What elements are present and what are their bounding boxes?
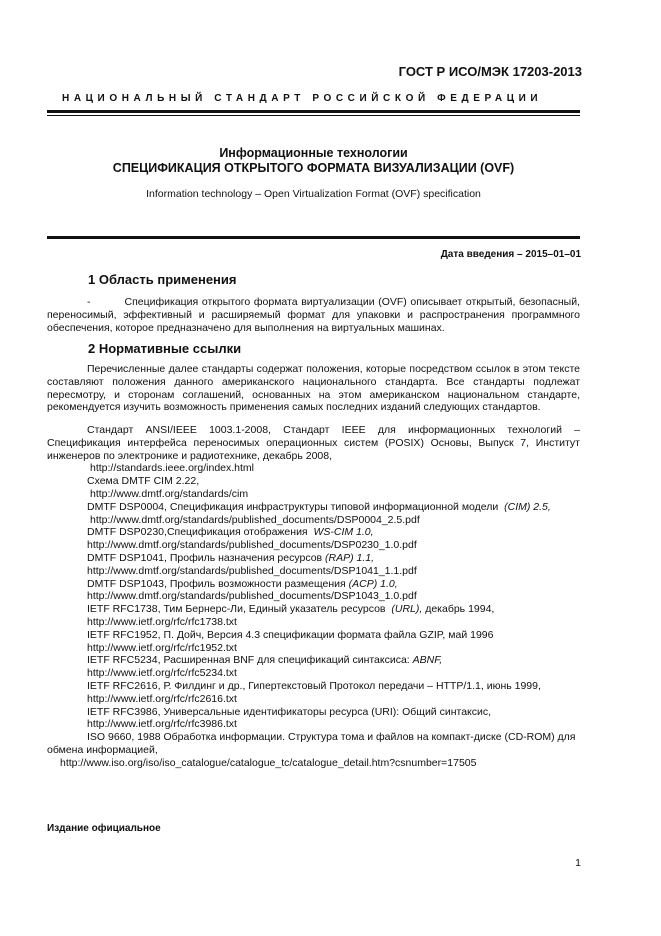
scope-paragraph: Спецификация открытого формата виртуализации (OVF) описывает открытый, безопасный, переносимый, эффективный и расширяемый формат для упаковки и распространения программного обеспечения, которое предназначено для выполнения на виртуальных машинах. xyxy=(47,296,580,334)
introduction-date: Дата введения – 2015–01–01 xyxy=(440,249,581,260)
english-title: Information technology – Open Virtualization Format (OVF) specification xyxy=(146,188,481,200)
section-2-heading: 2 Нормативные ссылки xyxy=(88,341,242,356)
header-rule-thick xyxy=(47,110,580,113)
ref-dsp1043-url: http://www.dmtf.org/standards/published_documents/DSP1043_1.0.pdf xyxy=(87,590,417,603)
ref-rfc5234: IETF RFC5234, Расширенная BNF для спецификаций синтаксиса: ABNF, xyxy=(87,654,443,667)
ref-rfc1738: IETF RFC1738, Тим Бернерс-Ли, Единый указатель ресурсов (URL), декабрь 1994, xyxy=(87,603,495,616)
document-code: ГОСТ Р ИСО/МЭК 17203-2013 xyxy=(398,64,582,79)
section-1-text xyxy=(47,296,580,334)
title-rule xyxy=(47,236,580,239)
ref-posix-url: http://standards.ieee.org/index.html xyxy=(90,462,255,475)
ref-dsp1041-url: http://www.dmtf.org/standards/published_documents/DSP1041_1.1.pdf xyxy=(87,564,417,577)
ref-dsp0004: DMTF DSP0004, Спецификация инфраструктуры типовой информационной модели (CIM) 2.5, xyxy=(87,500,551,513)
ref-rfc2616: IETF RFC2616, Р. Филдинг и др., Гипертекстовый Протокол передачи – HTTP/1.1, июнь 1999, xyxy=(87,679,541,692)
ref-cim-url: http://www.dmtf.org/standards/cim xyxy=(90,487,249,500)
list-dash: - xyxy=(87,296,91,308)
ref-iso9660: ISO 9660, 1988 Обработка информации. Структура тома и файлов на компакт-диске (CD-ROM) для обмена информацией, xyxy=(47,731,576,756)
ref-rfc5234-url: http://www.ietf.org/rfc/rfc5234.txt xyxy=(87,667,237,680)
section-2-intro: Перечисленные далее стандарты содержат положения, которые посредством ссылок в этом тексте составляют положения данного американского национального стандарта. Все стандарты подлежат пересмотру, и сторонам соглашений, основанных на этом американском национальном стандарте, рекомендуется изучить возможность применения самых последних изданий следующих стандартов. xyxy=(47,363,580,414)
ref-rfc2616-url: http://www.ietf.org/rfc/rfc2616.txt xyxy=(87,692,237,705)
page-number: 1 xyxy=(575,857,581,869)
title-line-2: СПЕЦИФИКАЦИЯ ОТКРЫТОГО ФОРМАТА ВИЗУАЛИЗАЦИИ (OVF) xyxy=(112,161,515,175)
ref-posix: Стандарт ANSI/IEEE 1003.1-2008, Стандарт IEEE для информационных технологий – Спецификация интерфейса переносимых операционных систем (POSIX) Основы, Выпуск 7, Институт инженеров по электронике и радиотехнике, декабрь 2008, xyxy=(47,424,580,462)
references-list xyxy=(47,424,580,770)
edition-label: Издание официальное xyxy=(47,823,161,834)
ref-rfc1952-url: http://www.ietf.org/rfc/rfc1952.txt xyxy=(87,641,237,654)
ref-iso9660-url: http://www.iso.org/iso/iso_catalogue/catalogue_tc/catalogue_detail.htm?csnumber=17505 xyxy=(60,756,477,769)
ref-dsp1043: DMTF DSP1043, Профиль возможности размещения (ACP) 1.0, xyxy=(87,577,398,590)
ref-dsp0004-url: http://www.dmtf.org/standards/published_documents/DSP0004_2.5.pdf xyxy=(90,513,420,526)
ref-rfc1952: IETF RFC1952, П. Дойч, Версия 4.3 спецификации формата файла GZIP, май 1996 xyxy=(87,628,494,641)
title-line-1: Информационные технологии xyxy=(219,146,408,160)
ref-cim-schema: Схема DMTF CIM 2.22, xyxy=(87,475,200,488)
ref-dsp1041: DMTF DSP1041, Профиль назначения ресурсов (RAP) 1.1, xyxy=(87,551,375,564)
ref-rfc1738-url: http://www.ietf.org/rfc/rfc1738.txt xyxy=(87,615,237,628)
ref-dsp0230: DMTF DSP0230,Спецификация отображения WS-CIM 1.0, xyxy=(87,526,374,539)
section-1-heading: 1 Область применения xyxy=(88,272,237,287)
header-rule-thin xyxy=(47,115,580,116)
national-standard-banner: НАЦИОНАЛЬНЫЙ СТАНДАРТ РОССИЙСКОЙ ФЕДЕРАЦИИ xyxy=(62,93,543,104)
ref-rfc3986-url: http://www.ietf.org/rfc/rfc3986.txt xyxy=(87,718,237,731)
ref-dsp0230-url: http://www.dmtf.org/standards/published_documents/DSP0230_1.0.pdf xyxy=(87,539,417,552)
document-title xyxy=(47,146,580,176)
ref-rfc3986: IETF RFC3986, Универсальные идентификаторы ресурса (URI): Общий синтаксис, xyxy=(87,705,492,718)
